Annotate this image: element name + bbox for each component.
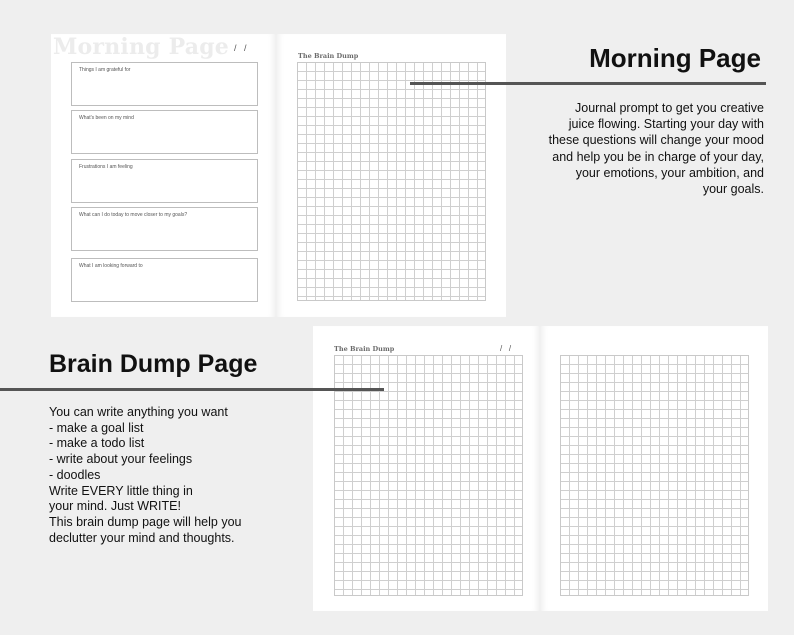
- morning-page-left-page: [51, 34, 276, 317]
- description-line: Write EVERY little thing in: [49, 483, 193, 498]
- dot-grid: [334, 355, 523, 596]
- brain-dump-left-page: [313, 326, 540, 611]
- brain-dump-right-page: [540, 326, 768, 611]
- description-line: your goals.: [702, 182, 764, 197]
- description-line: declutter your mind and thoughts.: [49, 530, 235, 545]
- description-line: - doodles: [49, 467, 101, 482]
- prompt-box-grateful: [71, 62, 258, 106]
- brain-dump-heading: The Brain Dump: [298, 52, 359, 60]
- description-line: your mind. Just WRITE!: [49, 499, 181, 514]
- prompt-box-goals: [71, 207, 258, 251]
- prompt-label: Frustrations I am feeling: [79, 164, 133, 170]
- morning-page-watermark-title: Morning Page: [53, 34, 229, 60]
- prompt-label: What I am looking forward to: [79, 263, 143, 269]
- description-line: juice flowing. Starting your day with: [568, 117, 764, 132]
- brain-dump-description: [49, 405, 309, 546]
- prompt-label: What's been on my mind: [79, 115, 134, 121]
- date-slashes: / /: [500, 344, 512, 353]
- description-line: and help you be in charge of your day,: [552, 149, 764, 164]
- prompt-box-looking-forward: [71, 258, 258, 302]
- dot-grid: [297, 62, 486, 301]
- brain-dump-page-heading: Brain Dump Page: [49, 350, 258, 378]
- morning-page-spread: [51, 34, 506, 317]
- prompt-box-frustrations: [71, 159, 258, 203]
- description-line: these questions will change your mood: [548, 133, 764, 148]
- morning-page-description: [524, 100, 764, 197]
- morning-page-heading: Morning Page: [589, 43, 761, 73]
- description-line: Journal prompt to get you creative: [575, 101, 764, 115]
- brain-dump-heading: The Brain Dump: [334, 345, 395, 353]
- dot-grid: [560, 355, 749, 596]
- date-slashes: / /: [234, 43, 247, 53]
- prompt-label: What can I do today to move closer to my goals?: [79, 212, 188, 218]
- description-line: This brain dump page will help you: [49, 514, 242, 529]
- brain-dump-heading-rule: [0, 388, 384, 391]
- brain-dump-spread: [313, 326, 768, 611]
- description-line: - make a todo list: [49, 436, 145, 451]
- description-line: your emotions, your ambition, and: [575, 165, 764, 180]
- morning-heading-rule: [410, 82, 766, 85]
- description-line: - make a goal list: [49, 420, 144, 435]
- morning-page-right-page: [276, 34, 506, 317]
- description-line: - write about your feelings: [49, 452, 193, 467]
- description-line: You can write anything you want: [49, 405, 228, 419]
- prompt-box-on-my-mind: [71, 110, 258, 154]
- prompt-label: Things I am grateful for: [79, 67, 131, 73]
